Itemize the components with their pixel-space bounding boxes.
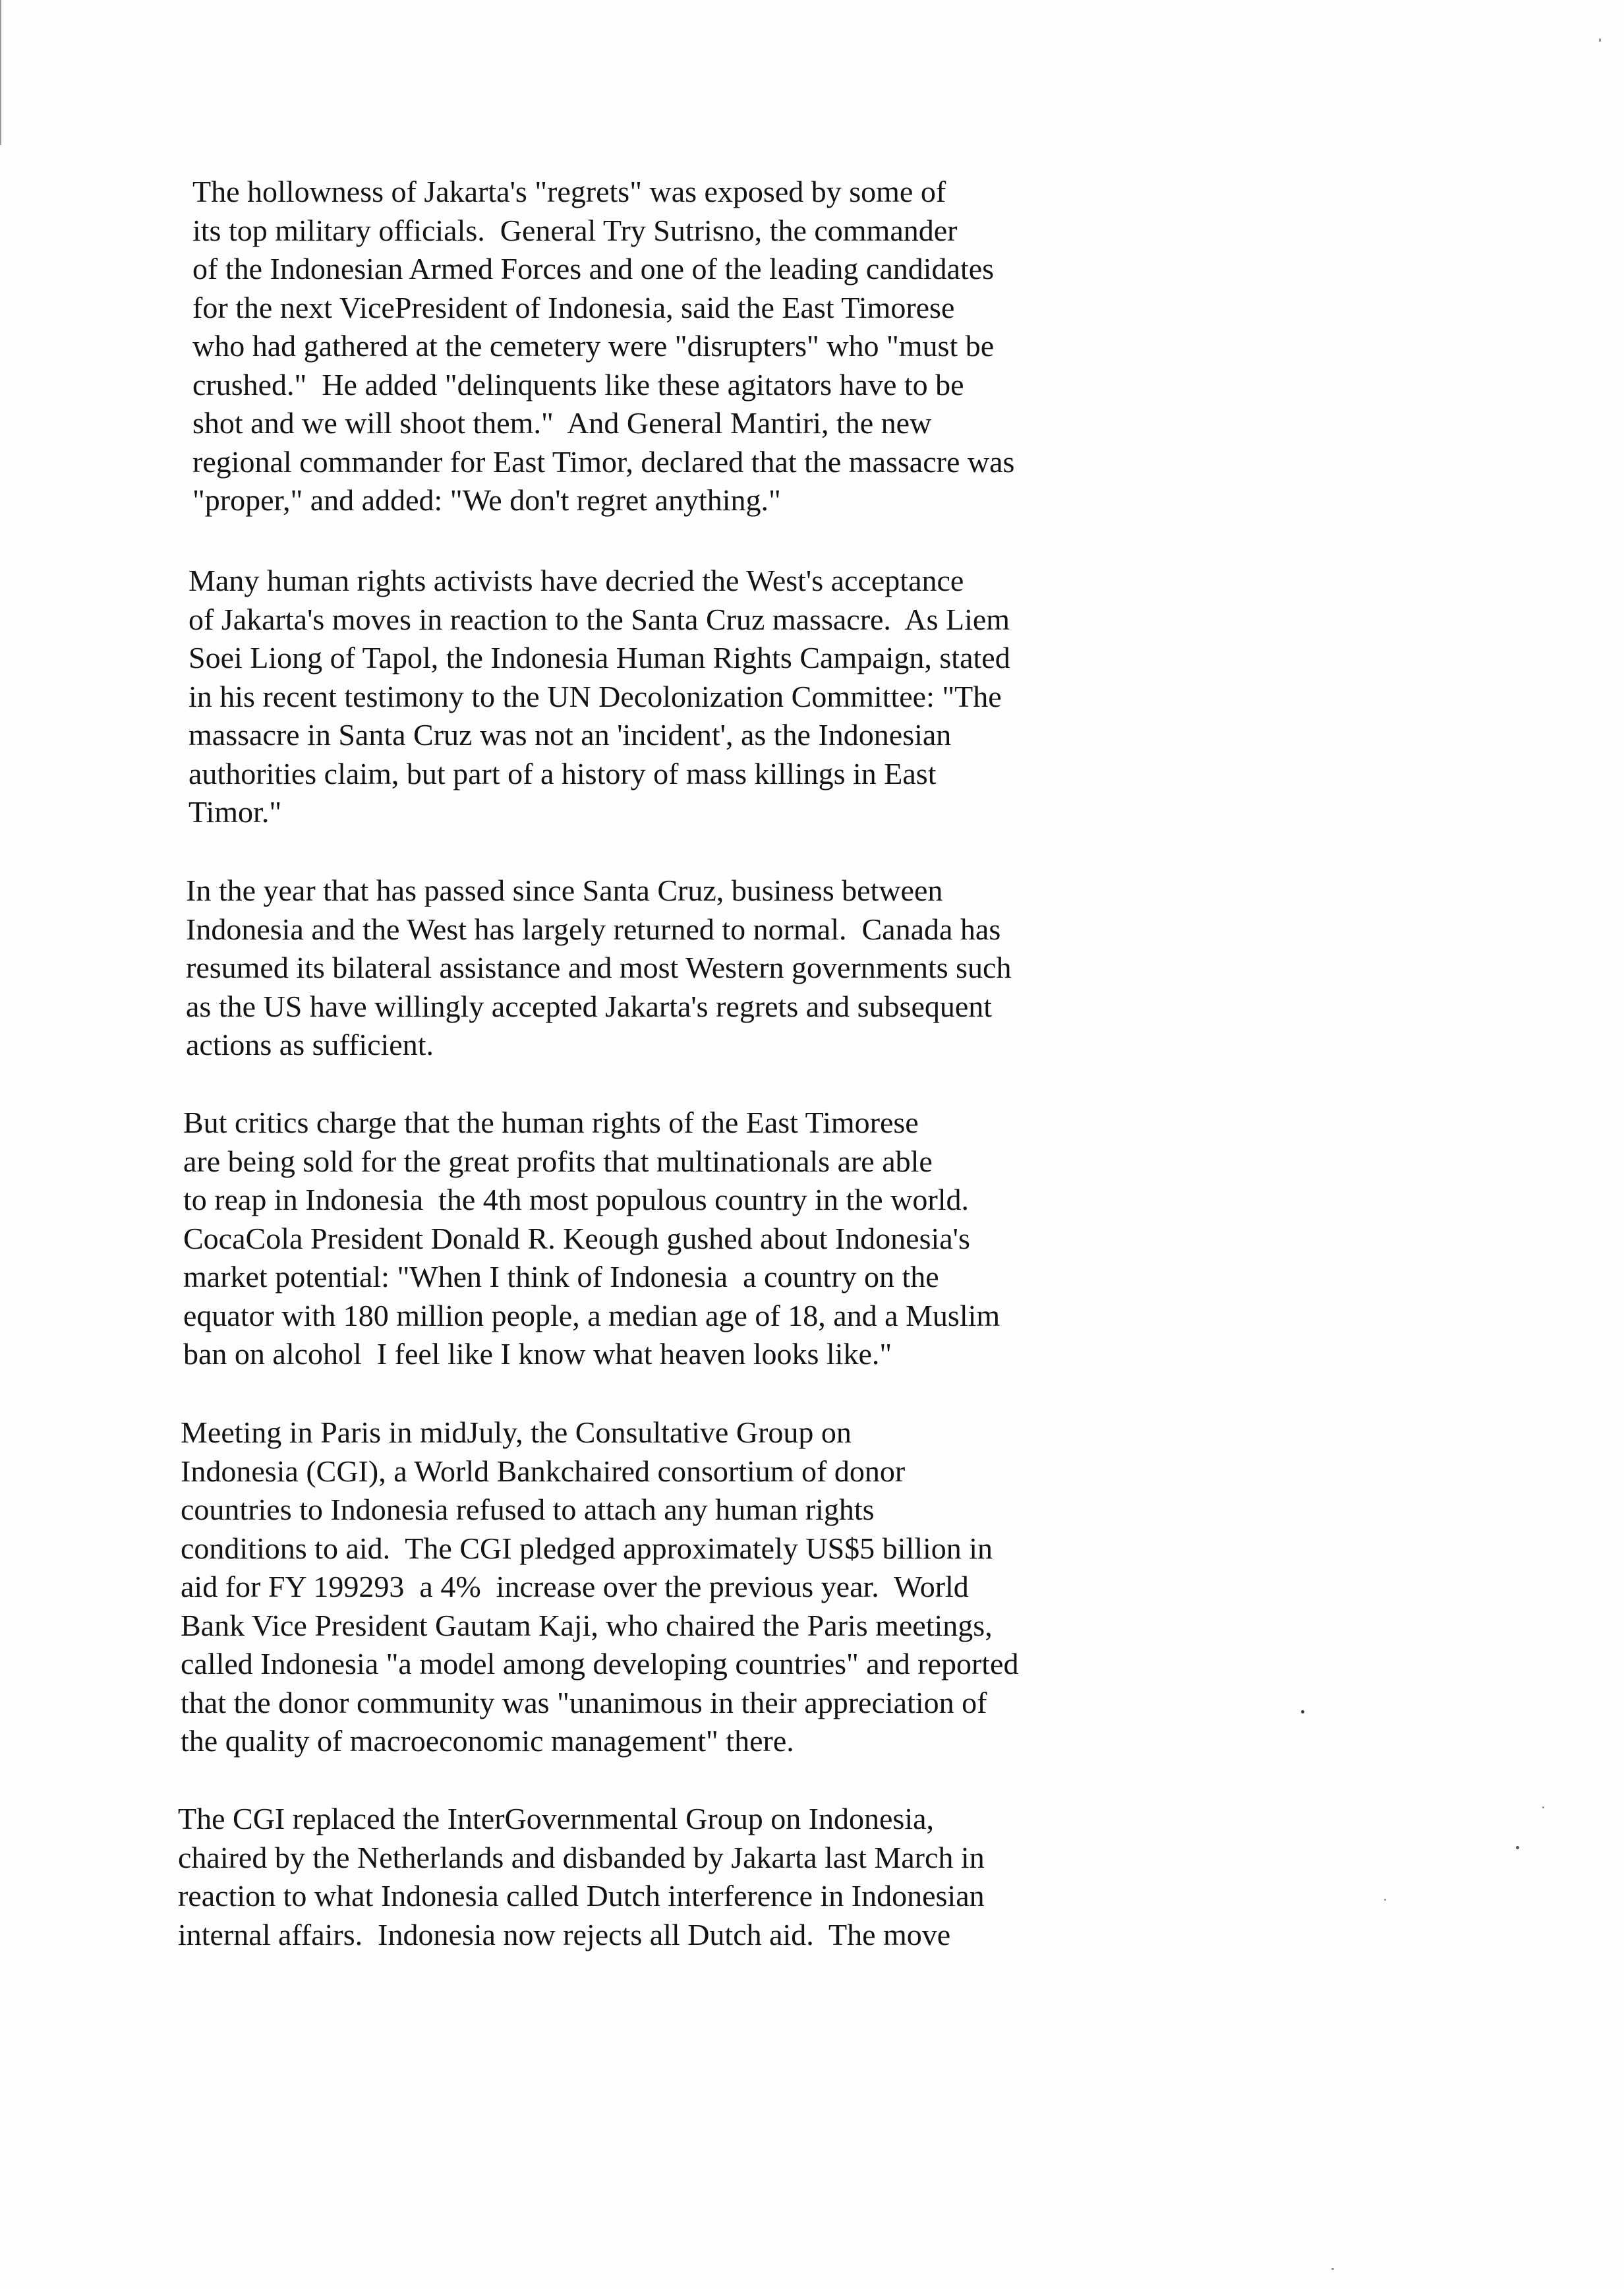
text-line: CocaCola President Donald R. Keough gushed about Indonesia's [183,1221,970,1255]
text-line: shot and we will shoot them." And General Mantiri, the new [192,406,932,440]
scan-speck [1384,1899,1386,1901]
text-line: market potential: "When I think of Indonesia a country on the [183,1260,939,1293]
paragraph-human-rights-activists [188,562,1177,832]
text-line: internal affairs. Indonesia now rejects all Dutch aid. The move [178,1917,951,1951]
text-line: as the US have willingly accepted Jakarta's regrets and subsequent [186,989,993,1023]
text-line: Meeting in Paris in midJuly, the Consultative Group on [181,1415,852,1449]
text-line: are being sold for the great profits that multinationals are able [183,1144,933,1178]
text-line: equator with 180 million people, a median age of 18, and a Muslim [183,1298,1000,1332]
scan-edge-mark [0,0,1,145]
text-line: that the donor community was "unanimous in their appreciation of [181,1685,987,1719]
scan-speck [1301,1710,1304,1713]
scan-speck [1599,38,1601,42]
paragraph-military-officials [192,173,1181,520]
paragraph-critics-charge [183,1104,1172,1374]
text-line: countries to Indonesia refused to attach any human rights [181,1493,875,1526]
text-line: Indonesia and the West has largely returned to normal. Canada has [186,912,1001,946]
text-line: Timor." [188,795,282,829]
paragraph-consultative-group [181,1413,1169,1761]
text-line: in his recent testimony to the UN Decolonization Committee: "The [188,679,1002,713]
text-line: of Jakarta's moves in reaction to the Santa Cruz massacre. As Liem [188,602,1010,636]
text-line: crushed." He added "delinquents like these agitators have to be [192,367,964,401]
text-line: Soei Liong of Tapol, the Indonesia Human Rights Campaign, stated [188,641,1010,674]
text-line: authorities claim, but part of a history of mass killings in East [188,756,937,790]
text-line: to reap in Indonesia the 4th most populous country in the world. [183,1183,969,1216]
text-line: conditions to aid. The CGI pledged approximately US$5 billion in [181,1531,993,1565]
text-line: of the Indonesian Armed Forces and one of the leading candidates [192,252,995,285]
text-line: the quality of macroeconomic management" there. [181,1724,794,1758]
text-line: "proper," and added: "We don't regret anything." [192,483,781,517]
text-line: The CGI replaced the InterGovernmental Group on Indonesia, [178,1802,935,1835]
text-line: actions as sufficient. [186,1028,434,1061]
paragraph-cgi-replaced [178,1800,1167,1954]
text-line: resumed its bilateral assistance and most Western governments such [186,951,1012,984]
text-line: In the year that has passed since Santa Cruz, business between [186,874,943,907]
text-line: chaired by the Netherlands and disbanded by Jakarta last March in [178,1840,985,1874]
text-line: called Indonesia "a model among developing countries" and reported [181,1647,1019,1680]
text-line: Many human rights activists have decried the West's acceptance [188,564,964,597]
text-line: for the next VicePresident of Indonesia, said the East Timorese [192,290,955,324]
text-line: aid for FY 199293 a 4% increase over the previous year. World [181,1570,969,1603]
text-line: massacre in Santa Cruz was not an 'incident', as the Indonesian [188,718,952,752]
text-line: its top military officials. General Try Sutrisno, the commander [192,213,958,247]
text-line: But critics charge that the human rights of the East Timorese [183,1106,919,1139]
text-line: Indonesia (CGI), a World Bankchaired consortium of donor [181,1454,906,1488]
text-line: who had gathered at the cemetery were "disrupters" who "must be [192,329,995,363]
scan-speck [1331,2268,1334,2270]
text-line: The hollowness of Jakarta's "regrets" was exposed by some of [192,175,946,208]
scan-speck [1542,1806,1544,1808]
text-line: regional commander for East Timor, declared that the massacre was [192,444,1015,479]
text-line: Bank Vice President Gautam Kaji, who chaired the Paris meetings, [181,1608,993,1642]
text-line: ban on alcohol I feel like I know what heaven looks like." [183,1337,892,1371]
scan-speck [1516,1846,1519,1849]
text-line: reaction to what Indonesia called Dutch interference in Indonesian [178,1879,985,1913]
paragraph-business-returned [186,872,1174,1065]
